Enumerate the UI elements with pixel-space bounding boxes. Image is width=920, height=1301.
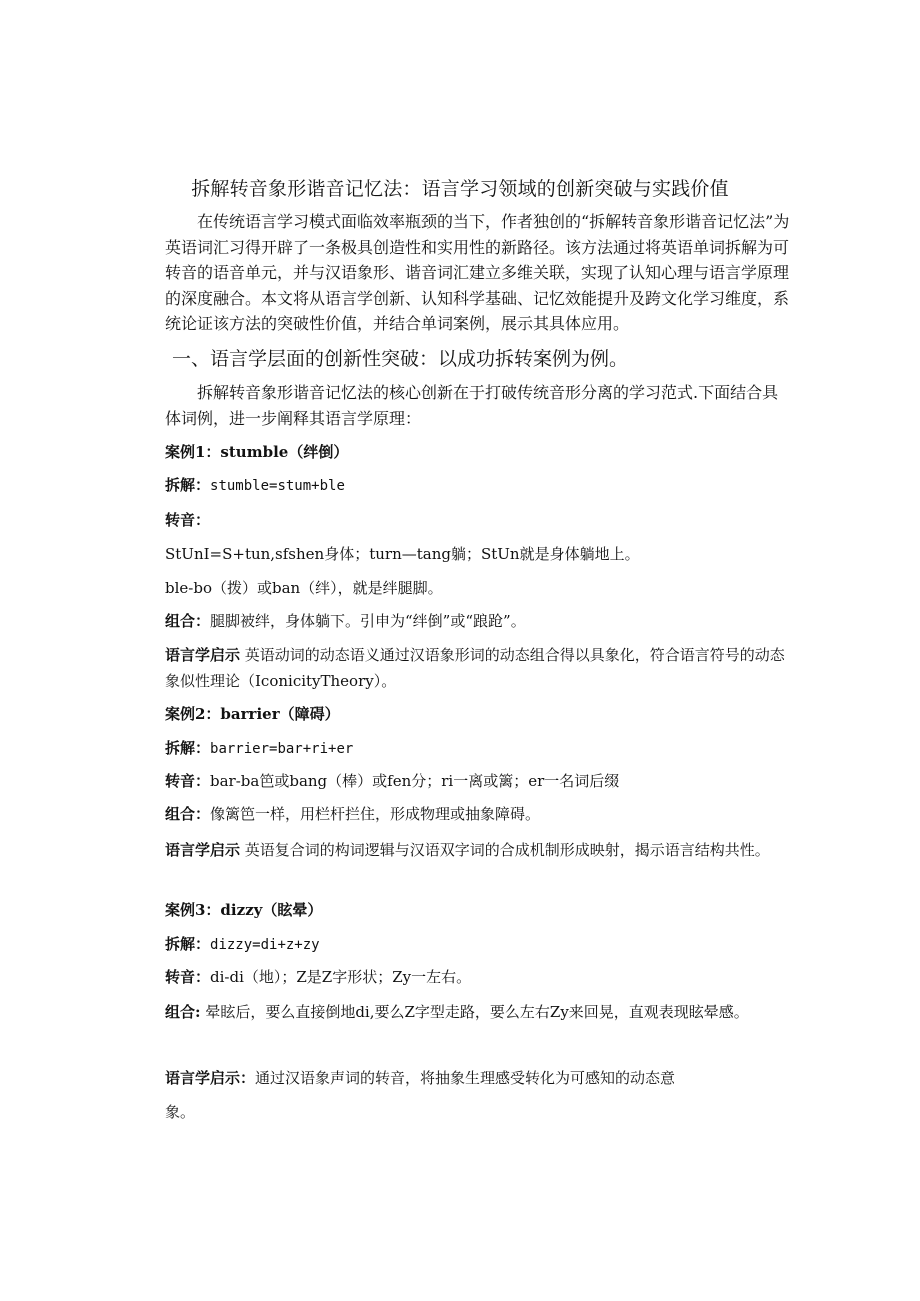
case3-combo (165, 1000, 790, 1026)
case3-insight-label: 语言学启示： (165, 1069, 256, 1087)
case3-insight-tail: 象。 (165, 1103, 196, 1121)
case3-sound (165, 966, 471, 987)
section1-intro-paragraph: 拆解转音象形谐音记忆法的核心创新在于打破传统音形分离的学习范式.下面结合具体词例，进一步阐释其语言学原理： (165, 383, 779, 428)
case1-combo-label: 组合： (165, 612, 211, 630)
case2-sound (165, 770, 619, 791)
case2-heading: 案例2：barrier（障碍） (165, 705, 340, 723)
intro-paragraph: 在传统语言学习模式面临效率瓶颈的当下，作者独创的“拆解转音象形谐音记忆法”为英语词汇习得开辟了一条极具创造性和实用性的新路径。该方法通过将英语单词拆解为可转音的语音单元，并与汉语象形、谐音词汇建立多维关联，实现了认知心理与语言学原理的深度融合。本文将从语言学创新、认知科学基础、记忆效能提升及跨文化学习维度，系统论证该方法的突破性价值，并结合单词案例，展示其具体应用。 (165, 212, 790, 333)
case2-sound-value: bar-ba笆或bang（棒）或fen分；ri一离或篱；er一名词后缀 (210, 772, 620, 790)
case1-insight (165, 643, 790, 694)
case1-sound-line2: ble-bo（拨）或ban（绊），就是绊腿脚。 (165, 579, 443, 597)
case3-combo-label: 组合: (165, 1003, 201, 1021)
case3-split (165, 933, 320, 954)
case1-combo-value: 腿脚被绊，身体躺下。引申为“绊倒”或“踉跄”。 (210, 612, 526, 630)
case3-sound-value: di-di（地）；Z是Z字形状；Zy一左右。 (210, 968, 472, 986)
case1-heading: 案例1：stumble（绊倒） (165, 443, 349, 461)
case1-insight-label: 语言学启示 (165, 646, 241, 664)
case2-sound-label: 转音： (165, 772, 211, 790)
case2-insight-value: 英语复合词的构词逻辑与汉语双字词的合成机制形成映射，揭示语言结构共性。 (240, 841, 770, 859)
case1-split-value: stumble=stum+ble (210, 478, 345, 494)
case2-split (165, 737, 353, 758)
case2-insight (165, 838, 790, 864)
case2-split-value: barrier=bar+ri+er (210, 741, 354, 757)
case2-combo-label: 组合： (165, 805, 211, 823)
case3-split-value: dizzy=di+z+zy (210, 937, 320, 953)
case2-combo-value: 像篱笆一样，用栏杆拦住，形成物理或抽象障碍。 (210, 805, 541, 823)
case3-combo-value: 晕眩后，要么直接倒地di,要么Z字型走路，要么左右Zy来回晃，直观表现眩晕感。 (200, 1003, 749, 1021)
case2-split-label: 拆解： (165, 739, 211, 757)
case1-split-label: 拆解： (165, 476, 211, 494)
case1-sound-label: 转音： (165, 511, 211, 529)
case3-sound-label: 转音： (165, 968, 211, 986)
case1-insight-value: 英语动词的动态语义通过汉语象形词的动态组合得以具象化，符合语言符号的动态象似性理论（IconicityTheory）。 (165, 646, 785, 690)
case1-combo (165, 610, 526, 631)
case3-split-label: 拆解： (165, 935, 211, 953)
case3-heading: 案例3：dizzy（眩晕） (165, 901, 323, 919)
case2-combo (165, 803, 540, 824)
section1-heading: 一、语言学层面的创新性突破：以成功拆转案例为例。 (172, 348, 629, 370)
case3-insight (165, 1067, 675, 1088)
case2-insight-label: 语言学启示 (165, 841, 241, 859)
case1-split (165, 474, 345, 495)
document-title: 拆解转音象形谐音记忆法：语言学习领域的创新突破与实践价值 (191, 178, 729, 200)
case1-sound-line1: StUnI=S+tun,sfshen身体；turn—tang躺；StUn就是身体躺地上。 (165, 545, 640, 563)
case3-insight-value: 通过汉语象声词的转音，将抽象生理感受转化为可感知的动态意 (255, 1069, 676, 1087)
